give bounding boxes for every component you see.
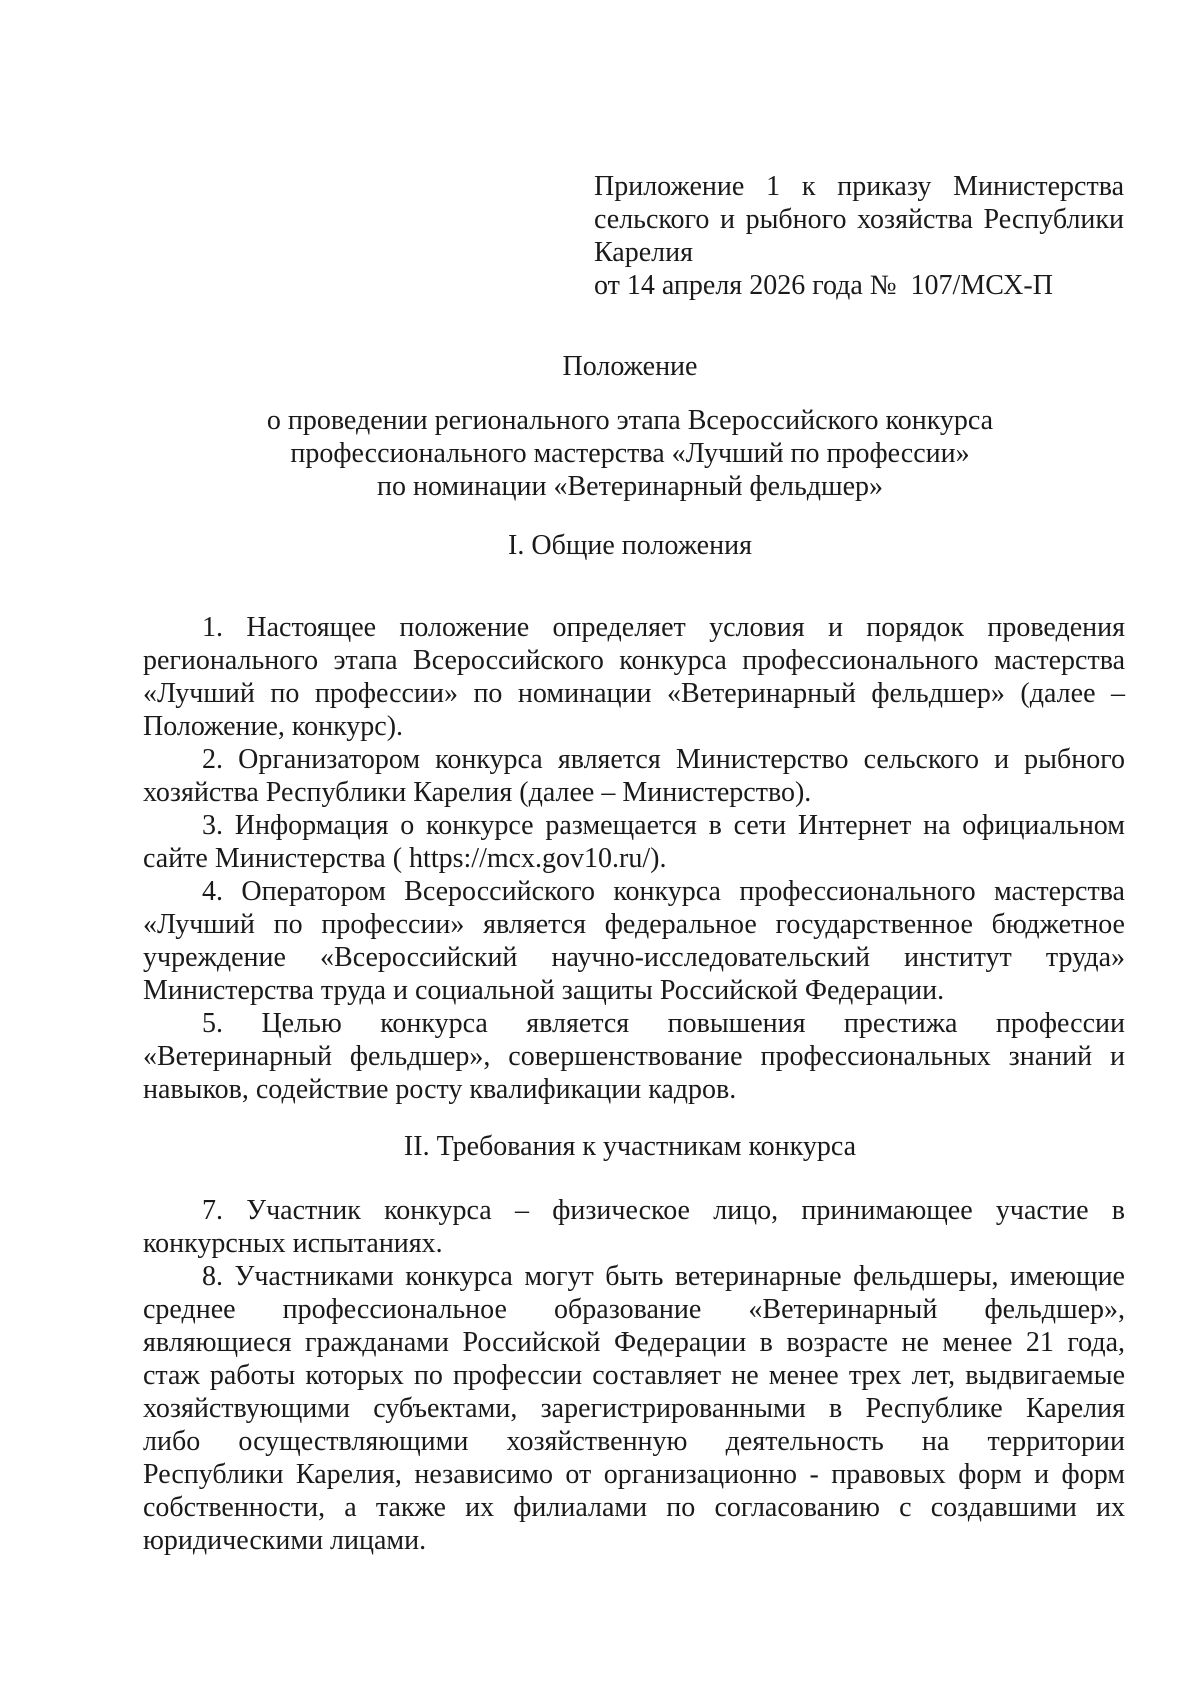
paragraph-line: 3. Информация о конкурсе размещается в сети Интернет на официальном <box>202 810 1125 841</box>
paragraph-line: 7. Участник конкурса – физическое лицо, принимающее участие в <box>202 1195 1125 1226</box>
section-general-body <box>143 611 1125 1106</box>
appendix-block <box>594 170 1124 302</box>
paragraph-line: Республики Карелия, независимо от организационно - правовых форм и форм <box>143 1459 1125 1490</box>
subtitle-line: по номинации «Ветеринарный фельдшер» <box>377 471 883 502</box>
document-subtitle <box>0 404 1200 503</box>
paragraph-line: 5. Целью конкурса является повышения престижа профессии <box>202 1008 1125 1039</box>
paragraph-line: являющиеся гражданами Российской Федерации в возрасте не менее 21 года, <box>143 1327 1125 1358</box>
paragraph-line: собственности, а также их филиалами по согласованию с создавшими их <box>143 1492 1125 1523</box>
paragraph-line: Министерства труда и социальной защиты Российской Федерации. <box>143 975 945 1006</box>
paragraph-line: «Лучший по профессии» по номинации «Ветеринарный фельдшер» (далее – <box>143 678 1125 709</box>
appendix-line: Карелия <box>594 237 693 268</box>
paragraph-line: регионального этапа Всероссийского конкурса профессионального мастерства <box>143 645 1125 676</box>
paragraph-line: юридическими лицами. <box>143 1525 427 1556</box>
paragraph-line: 4. Оператором Всероссийского конкурса профессионального мастерства <box>202 876 1125 907</box>
paragraph-line: среднее профессиональное образование «Ветеринарный фельдшер», <box>143 1294 1125 1325</box>
paragraph-line: навыков, содействие росту квалификации кадров. <box>143 1074 737 1105</box>
section-requirements-body <box>143 1194 1125 1557</box>
subtitle-line: о проведении регионального этапа Всероссийского конкурса <box>266 405 994 436</box>
paragraph-line: 2. Организатором конкурса является Министерство сельского и рыбного <box>202 744 1125 775</box>
paragraph-line: стаж работы которых по профессии составляет не менее трех лет, выдвигаемые <box>143 1360 1125 1391</box>
paragraph-line: конкурсных испытаниях. <box>143 1228 443 1259</box>
appendix-line: сельского и рыбного хозяйства Республики <box>594 204 1124 235</box>
section-heading-requirements: II. Требования к участникам конкурса <box>403 1131 857 1162</box>
paragraph-line: сайте Министерства ( https://mcx.gov10.ru/). <box>143 843 667 874</box>
appendix-line: Приложение 1 к приказу Министерства <box>594 171 1124 202</box>
paragraph-line: хозяйствующими субъектами, зарегистрированными в Республике Карелия <box>143 1393 1125 1424</box>
subtitle-line: профессионального мастерства «Лучший по профессии» <box>290 438 970 469</box>
paragraph-line: «Ветеринарный фельдшер», совершенствование профессиональных знаний и <box>143 1041 1125 1072</box>
paragraph-line: учреждение «Всероссийский научно-исследовательский институт труда» <box>143 942 1125 973</box>
paragraph-line: 1. Настоящее положение определяет условия и порядок проведения <box>202 612 1125 643</box>
paragraph-line: хозяйства Республики Карелия (далее – Министерство). <box>143 777 812 808</box>
paragraph-line: 8. Участниками конкурса могут быть ветеринарные фельдшеры, имеющие <box>202 1261 1125 1292</box>
appendix-line: от 14 апреля 2026 года № 107/МСХ-П <box>594 270 1053 301</box>
document-title: Положение <box>562 351 698 382</box>
paragraph-line: Положение, конкурс). <box>143 711 404 742</box>
paragraph-line: либо осуществляющими хозяйственную деятельность на территории <box>143 1426 1125 1457</box>
section-heading-general: I. Общие положения <box>508 530 752 561</box>
paragraph-line: «Лучший по профессии» является федеральное государственное бюджетное <box>143 909 1125 940</box>
